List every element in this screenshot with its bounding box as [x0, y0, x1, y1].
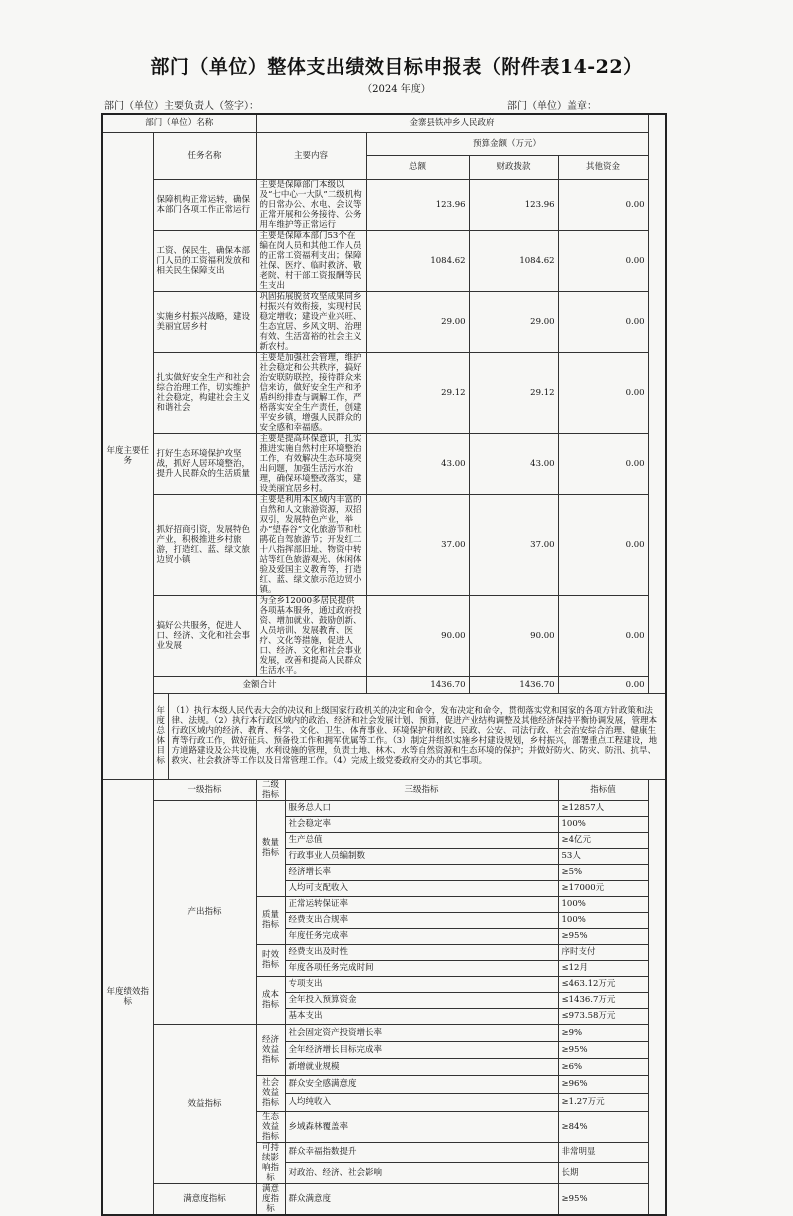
indicator-value: ≥95%: [558, 1183, 648, 1215]
seal-label: 部门（单位）盖章：: [507, 101, 597, 112]
task-content: 为全乡12000多居民提供各项基本服务，通过政府投资、增加就业、鼓励创新、人员培训、发展教育、医疗、文化等措施，促进人口、经济、文化和社会事业发展，改善和提高人民群众生活水平。: [256, 595, 366, 676]
indicator-value: 100%: [558, 912, 648, 928]
indicator-value: 长期: [558, 1163, 648, 1184]
indicator-name: 年度任务完成率: [285, 928, 558, 944]
task-other: 0.00: [558, 352, 648, 433]
task-other: 0.00: [558, 494, 648, 595]
task-total: 37.00: [366, 494, 469, 595]
task-total: 29.12: [366, 352, 469, 433]
performance-indicators-label: 年度绩效指标: [102, 779, 153, 1215]
indicator-value: ≥95%: [558, 1041, 648, 1058]
total-header: 总额: [366, 155, 469, 179]
sum-label: 金额合计: [153, 676, 366, 693]
task-name: 扎实做好安全生产和社会综合治理工作，切实维护社会稳定，构建社会主义和谐社会: [153, 352, 256, 433]
indicator-value: ≥9%: [558, 1024, 648, 1041]
overall-goal-text: （1）执行本级人民代表大会的决议和上级国家行政机关的决定和命令，发布决定和命令，贯彻落实党和国家的各项方针政策和法律、法规。（2）执行本行政区域内的政治、经济和社会发展计划、预算，促进产业结构调整及其他经济保持平衡协调发展，管理本行政区域内的经济、教育、科学、文化、卫生、体育事业、环境保护和财政、民政、公安、司法行政、社会治安综合治理、健康生育等行政工作，做好征兵、预备役工作和拥军优属等工作。（3）制定并组织实施乡村建设规划，乡村振兴，部署重点工程建设，地方道路建设及公共设施，水利设施的管理，负责土地、林木、水等自然资源和生态环境的保护；并做好防火、防灾、防汛、抗旱、救灾、社会救济等工作以及日常管理工作。（4）完成上级党委政府交办的其它事项。: [168, 693, 666, 779]
task-name: 搞好公共服务，促进人口、经济、文化和社会事业发展: [153, 595, 256, 676]
indicator-name: 人均纯收入: [285, 1093, 558, 1111]
annual-tasks-label: 年度主要任务: [102, 132, 153, 779]
indicator-value: ≥1.27万元: [558, 1093, 648, 1111]
sustainable-indicator-label: 可持续影响指标: [256, 1142, 285, 1183]
task-other: 0.00: [558, 291, 648, 352]
indicator-name: 群众幸福指数提升: [285, 1142, 558, 1163]
indicator-name: 服务总人口: [285, 800, 558, 816]
indicator-name: 人均可支配收入: [285, 880, 558, 896]
task-fiscal: 29.00: [469, 291, 558, 352]
indicator-value: ≥84%: [558, 1111, 648, 1142]
indicator-name: 全年投入预算资金: [285, 992, 558, 1008]
task-other: 0.00: [558, 595, 648, 676]
indicator-name: 正常运转保证率: [285, 896, 558, 912]
budget-header: 预算金额（万元）: [366, 132, 648, 155]
indicator-value: 100%: [558, 816, 648, 832]
task-name: 打好生态环境保护攻坚战，抓好人居环境整治，提升人民群众的生活质量: [153, 433, 256, 494]
task-name: 保障机构正常运转，确保本部门各项工作正常运行: [153, 179, 256, 230]
social-indicator-label: 社会效益指标: [256, 1075, 285, 1111]
indicator-name: 新增就业规模: [285, 1058, 558, 1075]
timeliness-indicator-label: 时效指标: [256, 944, 285, 976]
indicator-name: 年度各项任务完成时间: [285, 960, 558, 976]
form-year: （2024 年度）: [362, 84, 431, 95]
indicator-value: ≤973.58万元: [558, 1008, 648, 1024]
indicator-value: ≥6%: [558, 1058, 648, 1075]
task-content: 主要是利用本区域内丰富的自然和人文旅游资源，双招双引，发展特色产业，举办“望春谷”文化旅游节和杜鹃花自驾旅游节；开发红二十八指挥部旧址、物资中转站等红色旅游观光、休闲体验及爱国主义教育等，打造红、蓝、绿文旅示范边贸小镇。: [256, 494, 366, 595]
task-other: 0.00: [558, 179, 648, 230]
quantity-indicator-label: 数量指标: [256, 800, 285, 896]
level2-header: 二级指标: [256, 779, 285, 800]
task-fiscal: 1084.62: [469, 230, 558, 291]
indicator-name: 社会固定资产投资增长率: [285, 1024, 558, 1041]
indicator-name: 社会稳定率: [285, 816, 558, 832]
ecological-indicator-label: 生态效益指标: [256, 1111, 285, 1142]
indicator-value: ≥95%: [558, 928, 648, 944]
satisfaction-sub-label: 满意度指标: [256, 1183, 285, 1215]
indicator-value: 序时支付: [558, 944, 648, 960]
task-content: 主要是保障部门本级以及“七中心一大队”二级机构的日常办公、水电、会议等正常开展和公务接待、公务用车维护等正常运行: [256, 179, 366, 230]
indicator-value: 53人: [558, 848, 648, 864]
indicator-value: ≥12857人: [558, 800, 648, 816]
sum-total: 1436.70: [366, 676, 469, 693]
task-total: 29.00: [366, 291, 469, 352]
performance-target-table: [101, 113, 667, 1216]
indicator-name: 行政事业人员编制数: [285, 848, 558, 864]
task-fiscal: 90.00: [469, 595, 558, 676]
indicator-name: 基本支出: [285, 1008, 558, 1024]
indicator-value: ≥5%: [558, 864, 648, 880]
indicator-name: 经费支出及时性: [285, 944, 558, 960]
task-content: 主要是提高环保意识，扎实推进实施自然村庄环境整治工作，有效解决生态环境突出问题，加强生活污水治理，确保环境整改落实，建设美丽宜居乡村。: [256, 433, 366, 494]
benefit-indicator-label: 效益指标: [153, 1024, 256, 1183]
indicator-name: 群众满意度: [285, 1183, 558, 1215]
sum-other: 0.00: [558, 676, 648, 693]
task-fiscal: 29.12: [469, 352, 558, 433]
form-title: 部门（单位）整体支出绩效目标申报表（附件表14-22）: [150, 56, 643, 78]
indicator-value: ≥17000元: [558, 880, 648, 896]
indicator-name: 对政治、经济、社会影响: [285, 1163, 558, 1184]
task-fiscal: 37.00: [469, 494, 558, 595]
task-total: 123.96: [366, 179, 469, 230]
task-name: 实施乡村振兴战略，建设美丽宜居乡村: [153, 291, 256, 352]
task-fiscal: 123.96: [469, 179, 558, 230]
quality-indicator-label: 质量指标: [256, 896, 285, 944]
task-total: 90.00: [366, 595, 469, 676]
indicator-name: 经费支出合规率: [285, 912, 558, 928]
level1-header: 一级指标: [153, 779, 256, 800]
fiscal-header: 财政拨款: [469, 155, 558, 179]
indicator-value: ≤12月: [558, 960, 648, 976]
task-name-header: 任务名称: [153, 132, 256, 179]
task-content-header: 主要内容: [256, 132, 366, 179]
task-other: 0.00: [558, 433, 648, 494]
unit-name-value: 金寨县铁冲乡人民政府: [256, 114, 648, 132]
indicator-value: ≥4亿元: [558, 832, 648, 848]
sum-fiscal: 1436.70: [469, 676, 558, 693]
overall-goal-label: 年度总体目标: [153, 693, 168, 779]
task-other: 0.00: [558, 230, 648, 291]
indicator-value: ≤463.12万元: [558, 976, 648, 992]
level3-header: 三级指标: [285, 779, 558, 800]
cost-indicator-label: 成本指标: [256, 976, 285, 1024]
indicator-value: 非常明显: [558, 1142, 648, 1163]
unit-name-label: 部门（单位）名称: [102, 114, 256, 132]
value-header: 指标值: [558, 779, 648, 800]
task-name: 抓好招商引资，发展特色产业，积极推进乡村旅游，打造红、蓝、绿文旅边贸小镇: [153, 494, 256, 595]
task-content: 主要是保障本部门53个在编在岗人员和其他工作人员的正常工资福利支出；保障社保、医疗、临时救济、敬老院、村干部工资报酬等民生支出: [256, 230, 366, 291]
indicator-value: ≤1436.7万元: [558, 992, 648, 1008]
task-content: 主要是加强社会管理，维护社会稳定和公共秩序，搞好治安联防联控，接待群众来信来访，做好安全生产和矛盾纠纷排查与调解工作，严格落实安全生产责任，创建平安乡镇，增强人民群众的安全感和幸福感。: [256, 352, 366, 433]
task-fiscal: 43.00: [469, 433, 558, 494]
indicator-name: 全年经济增长目标完成率: [285, 1041, 558, 1058]
task-total: 43.00: [366, 433, 469, 494]
indicator-name: 经济增长率: [285, 864, 558, 880]
signature-label: 部门（单位）主要负责人（签字）：: [104, 101, 259, 112]
economic-indicator-label: 经济效益指标: [256, 1024, 285, 1075]
other-header: 其他资金: [558, 155, 648, 179]
indicator-name: 生产总值: [285, 832, 558, 848]
indicator-value: 100%: [558, 896, 648, 912]
indicator-name: 乡域森林覆盖率: [285, 1111, 558, 1142]
task-content: 巩固拓展脱贫攻坚成果同乡村振兴有效衔接，实现村民稳定增收；建设产业兴旺、生态宜居、乡风文明、治理有效、生活富裕的社会主义新农村。: [256, 291, 366, 352]
indicator-name: 专项支出: [285, 976, 558, 992]
task-name: 工资、保民生，确保本部门人员的工资福利发放和相关民生保障支出: [153, 230, 256, 291]
output-indicator-label: 产出指标: [153, 800, 256, 1024]
indicator-name: 群众安全感满意度: [285, 1075, 558, 1093]
indicator-value: ≥96%: [558, 1075, 648, 1093]
satisfaction-indicator-label: 满意度指标: [153, 1183, 256, 1215]
task-total: 1084.62: [366, 230, 469, 291]
